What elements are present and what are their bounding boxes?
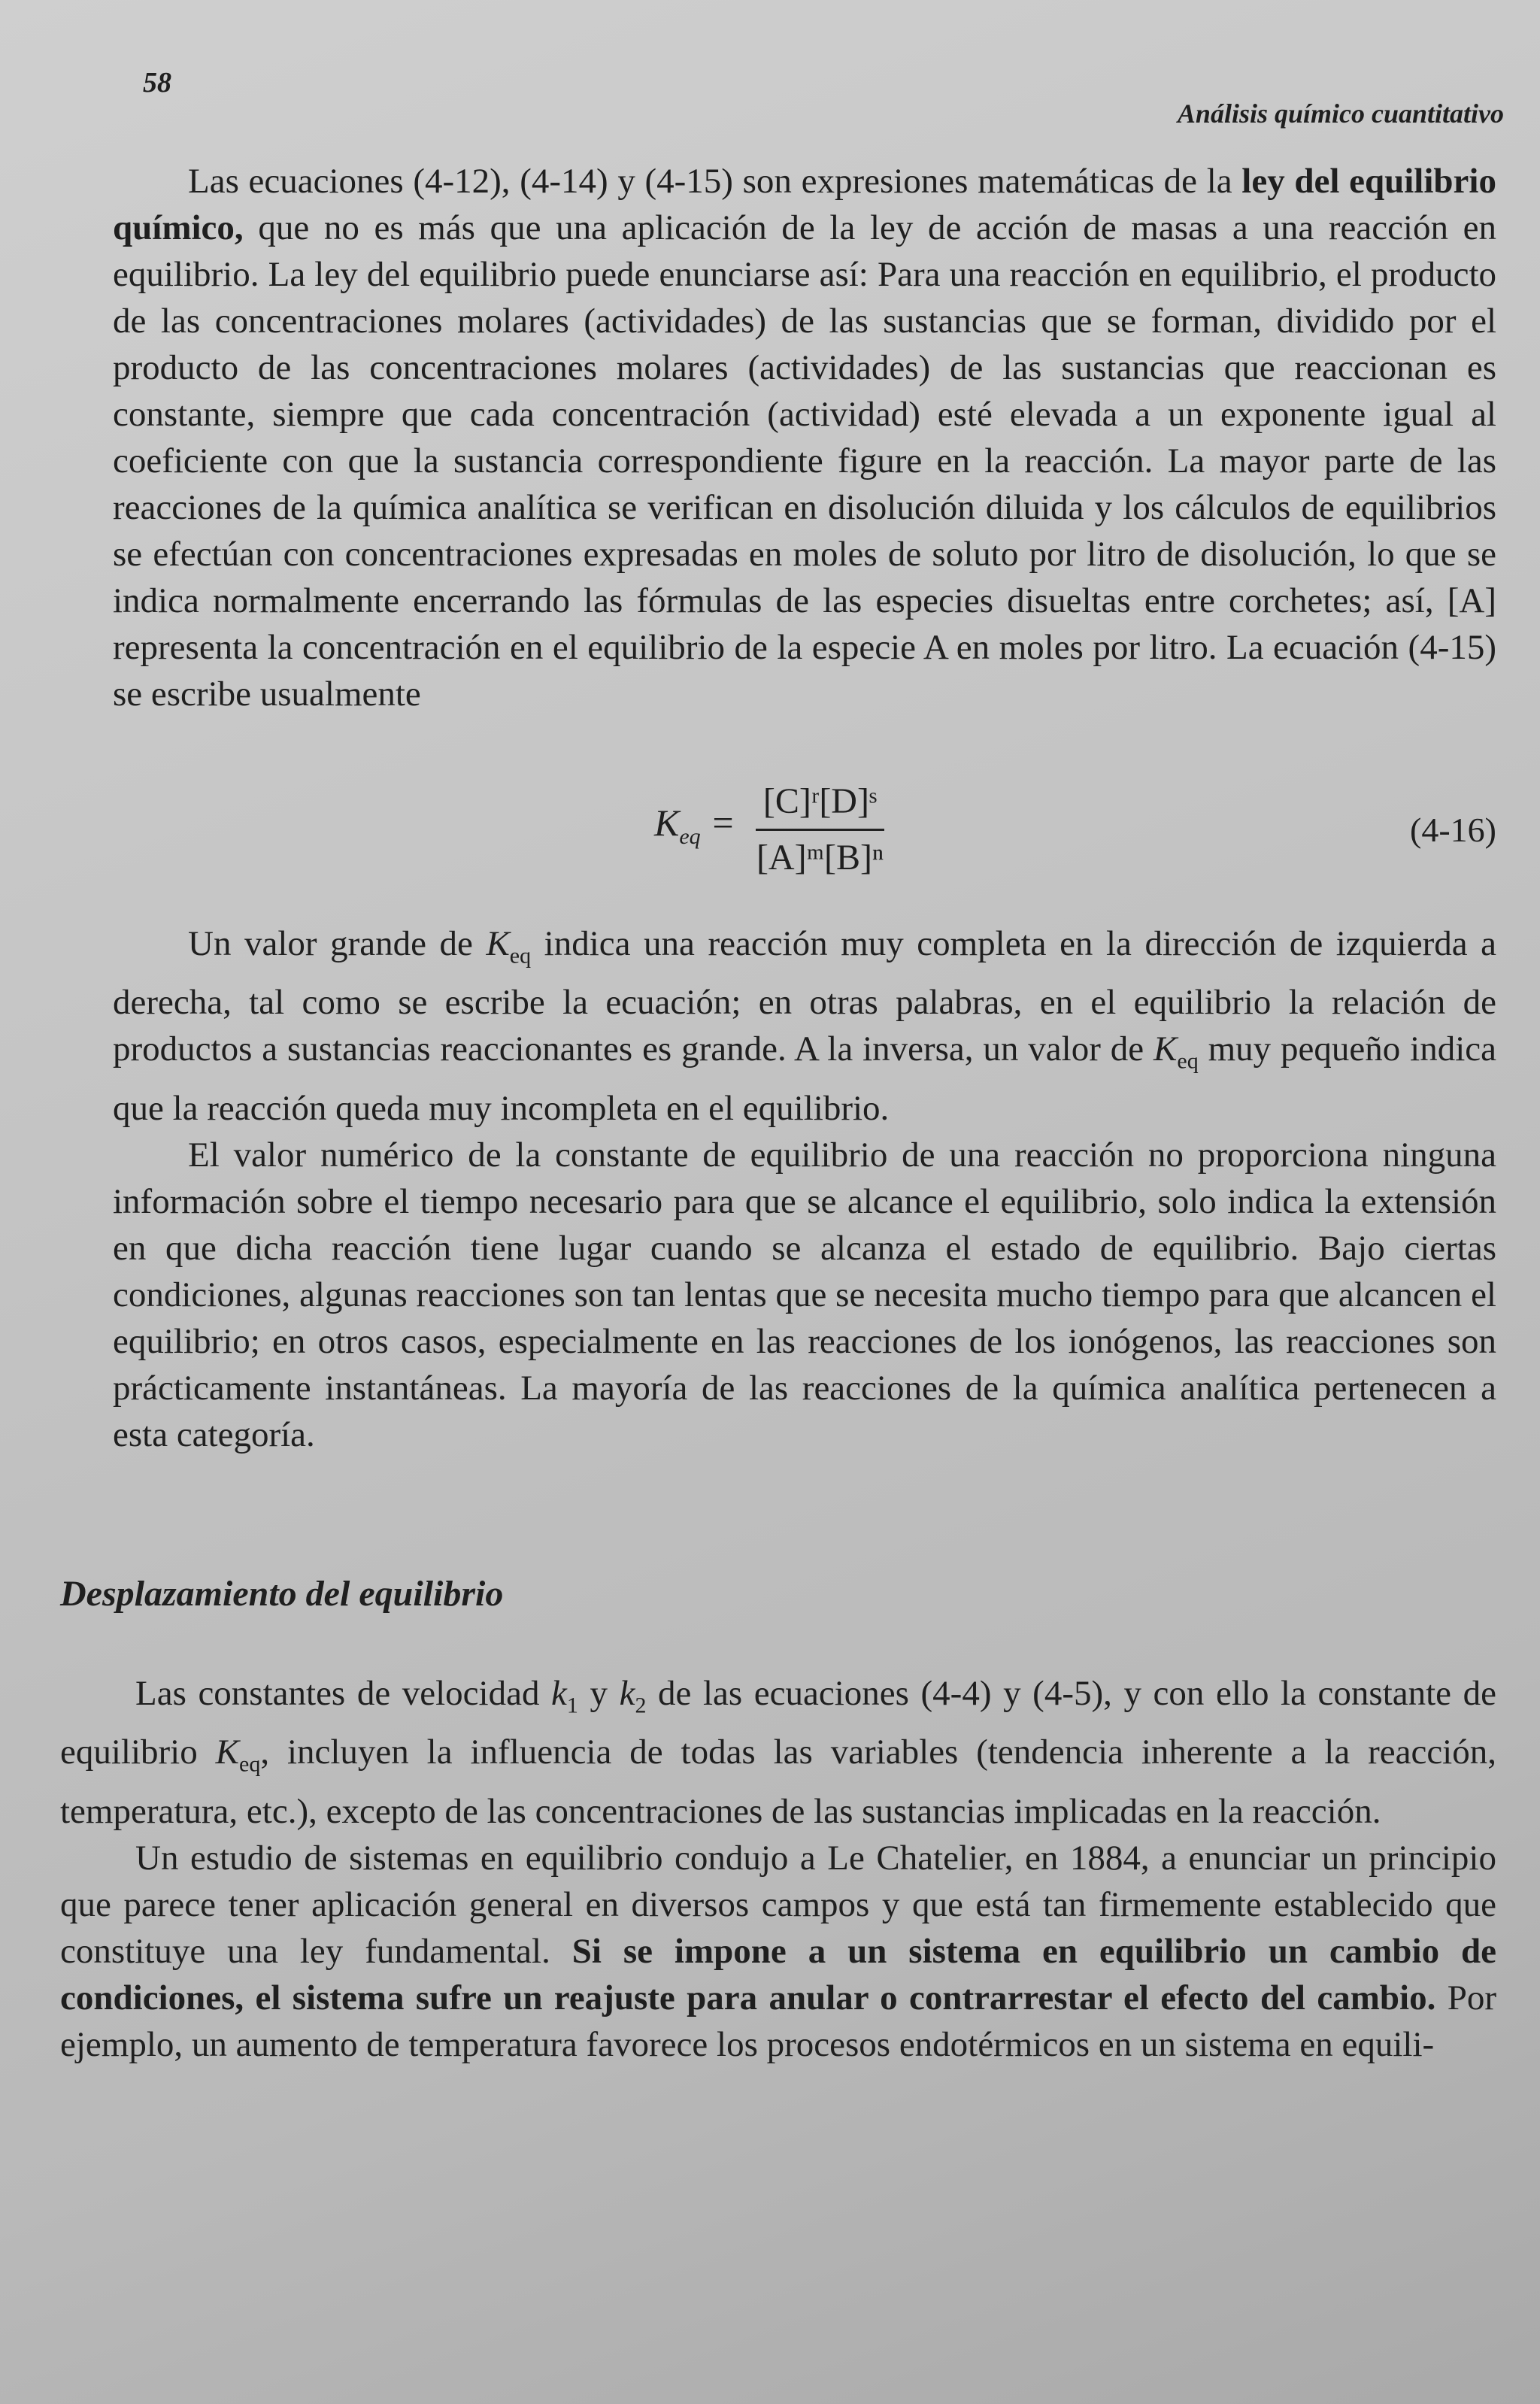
page-content [60, 158, 1496, 2068]
k-letter: K [486, 924, 510, 963]
equation-fraction [749, 779, 891, 881]
k-subscript: 1 [566, 1693, 578, 1718]
k1-symbol [551, 1673, 578, 1718]
text-span: Las ecuaciones (4-12), (4-14) y (4-15) son expresiones matemáticas de la [188, 162, 1242, 201]
bold-principle: Si se impone a un sistema en equilibrio un cambio de condiciones, el sistema sufre un reajuste para anular o contrarrestar el efecto del cambio. [60, 1931, 1496, 2017]
equation-body [654, 765, 891, 893]
equation-numerator: [C]ʳ[D]ˢ [756, 779, 884, 831]
k-symbol: K [654, 801, 680, 844]
text-span: El valor numérico de la constante de equilibrio de una reacción no proporciona ninguna información sobre el tiempo necesario para que se alcance el equilibrio, solo indica la extensión en que dicha reacción tiene lugar cuando se alcanza el estado de equilibrio. Bajo ciertas condiciones, algunas reacciones son tan lentas que se necesita mucho tiempo para que alcancen el equilibrio; en otros casos, especialmente en las reacciones de los ionógenos, las reacciones son prácticamente instantáneas. La mayoría de las reacciones de la química analítica pertenecen a esta categoría. [113, 1135, 1496, 1454]
text-span: , incluyen la influencia de todas las variables (tendencia inherente a la reacción, temperatura, etc.), excepto de las concentraciones de las sustancias implicadas en la reacción. [60, 1733, 1496, 1831]
text-span: Las constantes de velocidad [135, 1673, 552, 1713]
equation-lhs: $K_{eq}$ = [654, 801, 735, 849]
paragraph-numeric-value [113, 1132, 1496, 1458]
equation-denominator: [A]ᵐ[B]ⁿ [756, 837, 884, 878]
k-subscript: eq [679, 823, 701, 849]
text-span: de las ecuaciones (4-4) y (4-5), y con ello la constante de equilibrio [60, 1673, 1496, 1772]
paragraph-large-keq [113, 920, 1496, 1132]
text-span: y [578, 1673, 620, 1713]
k-subscript: 2 [635, 1693, 647, 1718]
section-heading: Desplazamiento del equilibrio [60, 1573, 504, 1614]
k-subscript: eq [239, 1751, 261, 1777]
paragraph-rate-constants [60, 1670, 1496, 1835]
k2-symbol [619, 1673, 647, 1718]
k-letter: K [1153, 1029, 1178, 1069]
text-span: que no es más que una aplicación de la ley de acción de masas a una reacción en equilibrio. La ley del equilibrio puede enunciarse así: Para una reacción en equilibrio, el producto de las concentraciones molares (actividades) de las sustancias que se forman, dividido por el producto de las concentraciones molares (actividades) de las sustancias que reaccionan es constante, siempre que cada concentración (actividad) esté elevada a un exponente igual al coeficiente con que la sustancia correspondiente figure en la reacción. La mayor parte de las reacciones de la química analítica se verifican en disolución diluida y los cálculos de equilibrios se efectúan con concentraciones expresadas en moles de soluto por litro de disolución, lo que se indica normalmente encerrando las fórmulas de las especies disueltas entre corchetes; así, [A] representa la concentración en el equilibrio de la especie A en moles por litro. La ecuación (4-15) se escribe usualmente [113, 208, 1496, 714]
paragraph-le-chatelier [60, 1835, 1496, 2068]
text-span: muy pequeño indica que la reacción queda muy incompleta en el equilibrio. [113, 1029, 1496, 1128]
k-eq-symbol [1153, 1029, 1199, 1074]
k-letter: K [215, 1733, 239, 1772]
text-span: Un valor grande de [188, 924, 487, 963]
text-span: Un estudio de sistemas en equilibrio condujo a Le Chatelier, en 1884, a enunciar un principio que parece tener aplicación general en diversos campos y que está tan firmemente establecido que constituye una ley fundamental. [60, 1838, 1496, 1971]
text-span: indica una reacción muy completa en la dirección de izquierda a derecha, tal como se escribe la ecuación; en otras palabras, en el equilibrio la relación de productos a sustancias reaccionantes es grande. A la inversa, un valor de [113, 924, 1496, 1069]
k-letter: k [619, 1673, 635, 1713]
text-span: Por ejemplo, un aumento de temperatura favorece los procesos endotérmicos en un sistema en equili- [60, 1978, 1496, 2064]
k-eq-symbol [215, 1733, 261, 1777]
equation-number: (4-16) [1410, 811, 1496, 849]
bold-term: ley del equilibrio químico, [113, 162, 1496, 247]
running-head: Análisis químico cuantitativo [1177, 99, 1504, 129]
k-letter: k [551, 1673, 567, 1713]
k-subscript: eq [509, 943, 532, 969]
equation-4-16 [113, 765, 1496, 893]
paragraph-equilibrium-law [113, 158, 1496, 717]
page-number: 58 [143, 67, 171, 99]
k-eq-symbol [486, 924, 532, 969]
k-subscript: eq [1177, 1048, 1199, 1074]
